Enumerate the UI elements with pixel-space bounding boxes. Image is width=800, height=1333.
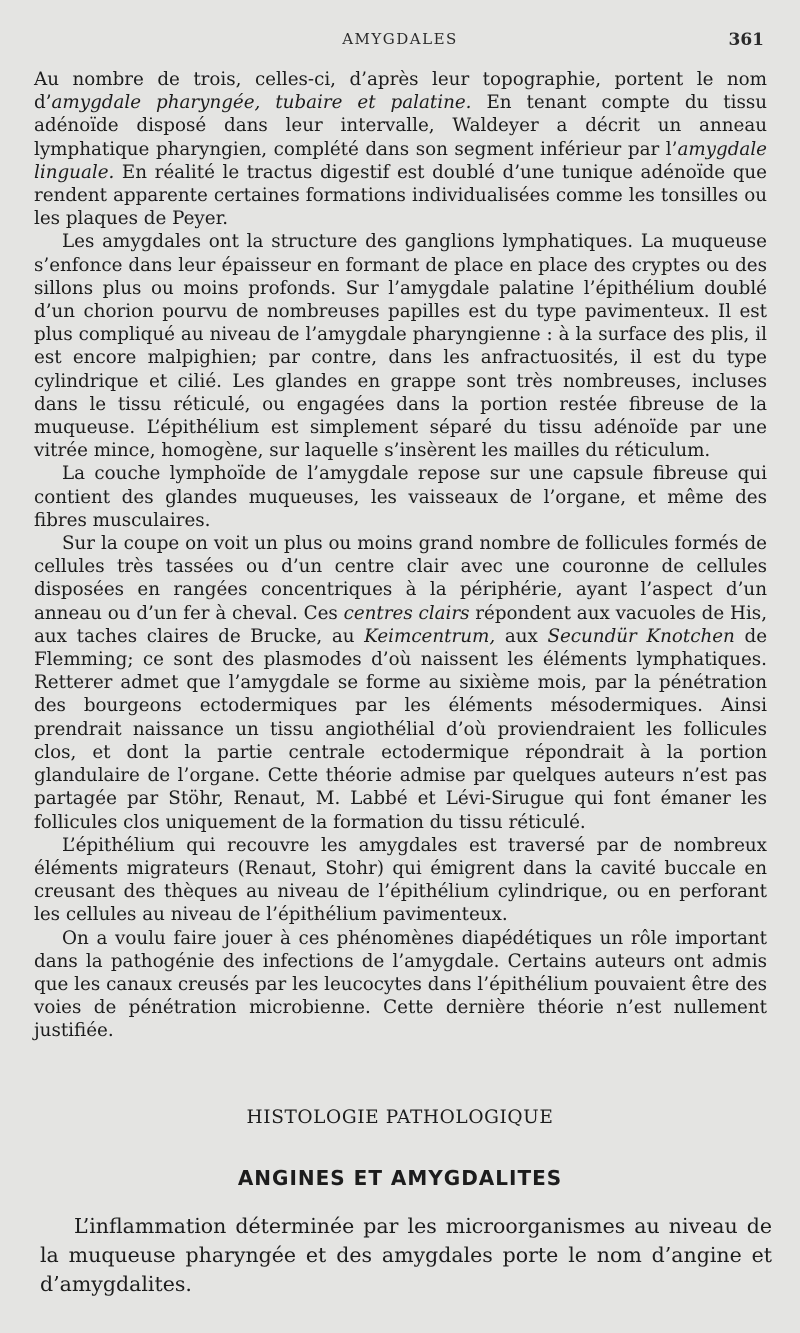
italic-text: centres clairs	[343, 602, 470, 624]
text-run: La couche lymphoïde de l’amygdale repose sur une capsule fibreuse qui contient des glandes muqueuses, les vaisseaux de l’organe, et même des fibres musculaires.	[34, 463, 767, 531]
paragraph	[34, 532, 767, 834]
text-run: En réalité le tractus digestif est doublé d’une tunique adénoïde que rendent apparente certaines formations individualisées comme les tonsilles ou les plaques de Peyer.	[34, 161, 767, 230]
paragraph	[34, 462, 767, 532]
text-run: Au nombre de trois, celles-ci, d’après leur topographie, portent le nom d’	[34, 69, 767, 114]
page-number: 361	[728, 30, 764, 50]
italic-text: Secundür Knotchen	[547, 625, 735, 647]
italic-text: Keimcentrum,	[364, 625, 496, 647]
text-run: Les amygdales ont la structure des ganglions lymphatiques. La muqueuse s’enfonce dans leur épaisseur en formant de place en place des cryptes ou des sillons plus ou moins profonds. Sur l’amygdale palatine l’épithélium doublé d’un chorion pourvu de nombreuses papilles est du type pavimenteux. Il est plus compliqué au niveau de l’amygdale pharyngienne : à la surface des plis, il est encore malpighien; par contre, dans les anfractuosités, il est du type cylindrique et cilié. Les glandes en grappe sont très nombreuses, incluses dans le tissu réticulé, ou engagées dans la portion restée fibreuse de la muqueuse. L’épithélium est simplement séparé du tissu adénoïde par une vitrée mince, homogène, sur laquelle s’insèrent les mailles du réticulum.	[34, 231, 767, 462]
paragraph	[34, 68, 767, 230]
text-run: de Flemming; ce sont des plasmodes d’où naissent les éléments lymphatiques. Retterer admet que l’amygdale se forme au sixième mois, par la pénétration des bourgeons ectodermiques par les éléments mésodermiques. Ainsi prendrait naissance un tissu angiothélial d’où proviendraient les follicules clos, et dont la partie centrale ectodermique répondrait à la portion glandulaire de l’organe. Cette théorie admise par quelques auteurs n’est pas partagée par Stöhr, Renaut, M. Labbé et Lévi-Sirugue qui font émaner les follicules clos uniquement de la formation du tissu réticulé.	[34, 625, 768, 833]
text-run: répondent aux vacuoles de His, aux taches claires de Brucke, au	[34, 602, 768, 647]
section-heading: HISTOLOGIE PATHOLOGIQUE	[246, 1107, 554, 1128]
final-text	[40, 1212, 772, 1299]
paragraph	[34, 927, 767, 1043]
text-run: En tenant compte du tissu adénoïde disposé dans leur intervalle, Waldeyer a décrit un anneau lymphatique pharyngien, complété dans son segment inférieur par l’	[34, 92, 767, 160]
text-run: L’épithélium qui recouvre les amygdales est traversé par de nombreux éléments migrateurs (Renaut, Stohr) qui émigrent dans la cavité buccale en creusant des thèques au niveau de l’épithélium cylindrique, ou en perforant les cellules au niveau de l’épithélium pavimenteux.	[34, 834, 767, 926]
paragraph: L’inflammation déterminée par les microorganismes au niveau de la muqueuse pharyngée et des amygdales porte le nom d’angine et d’amygdalites.	[40, 1214, 772, 1296]
paragraph	[34, 834, 767, 927]
paragraph	[34, 230, 767, 462]
page-header	[0, 30, 800, 56]
running-title: AMYGDALES	[342, 30, 458, 48]
italic-text: amygdale pharyngée, tubaire et palatine.	[51, 92, 472, 114]
text-run: aux	[495, 625, 548, 647]
italic-text: amygdale linguale.	[34, 138, 767, 183]
text-run: On a voulu faire jouer à ces phénomènes diapédétiques un rôle important dans la pathogénie des infections de l’amygdale. Certains auteurs ont admis que les canaux creusés par les leucocytes dans l’épithélium pouvaient être des voies de pénétration microbienne. Cette dernière théorie n’est nullement justifiée.	[34, 927, 767, 1042]
body-text	[34, 68, 767, 1043]
chapter-heading: ANGINES ET AMYGDALITES	[237, 1166, 563, 1190]
text-run: Sur la coupe on voit un plus ou moins grand nombre de follicules formés de cellules très tassées ou d’un centre clair avec une couronne de cellules disposées en rangées concentriques à la périphérie, ayant l’aspect d’un anneau ou d’un fer à cheval. Ces	[34, 533, 767, 624]
